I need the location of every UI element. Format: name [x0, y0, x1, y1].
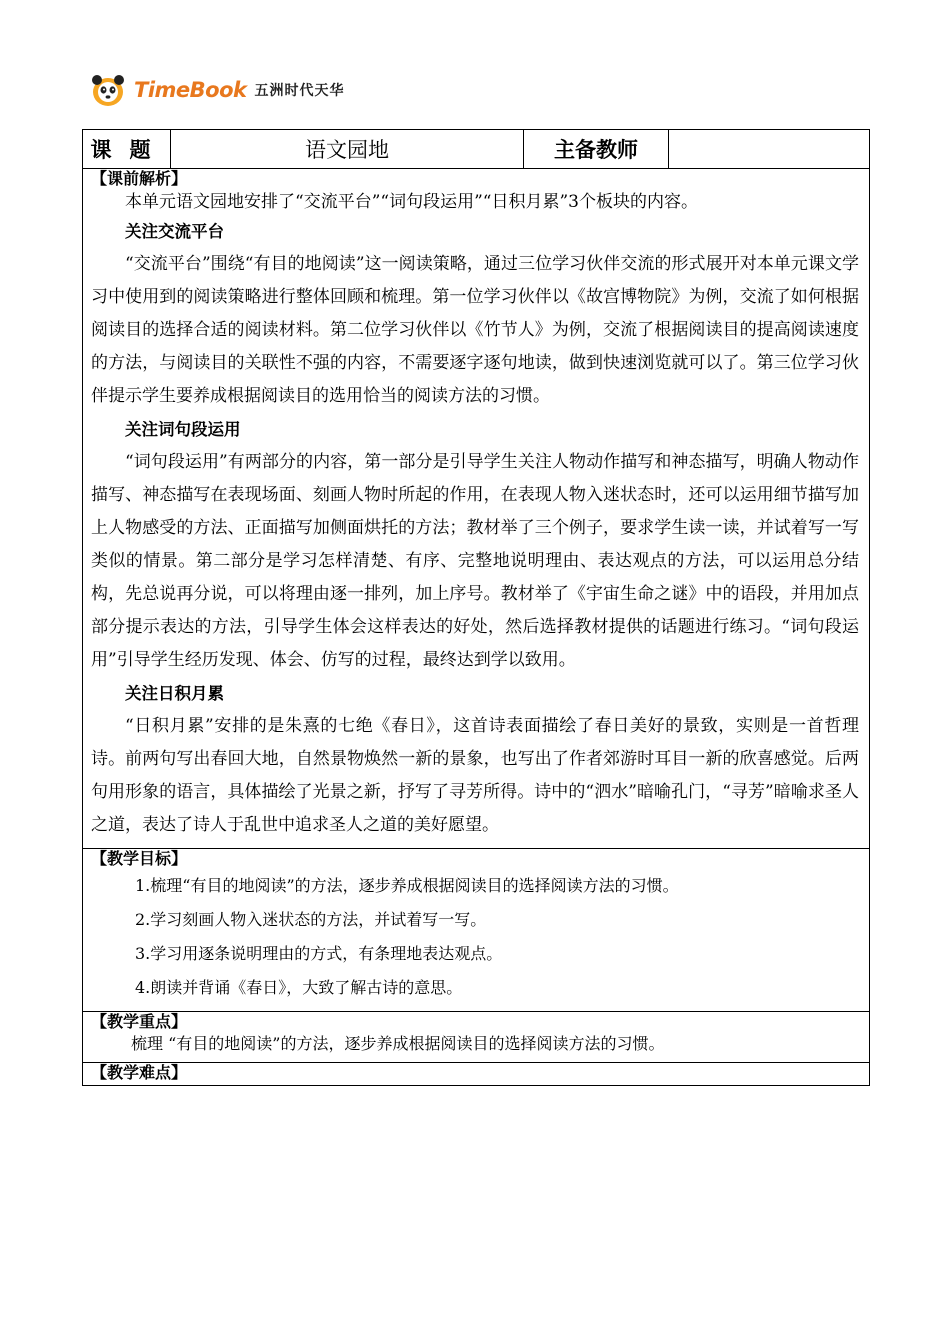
paragraph-exchange-platform: “交流平台”围绕“有目的地阅读”这一阅读策略，通过三位学习伙伴交流的形式展开对本单元课文学习中使用到的阅读策略进行整体回顾和梳理。第一位学习伙伴以《故宫博物院》为例，交流了如何根据阅读目的选择合适的阅读材料。第二位学习伙伴以《竹节人》为例，交流了根据阅读目的提高阅读速度的方法，与阅读目的关联性不强的内容，不需要逐字逐句地读，做到快速浏览就可以了。第三位学习伙伴提示学生要养成根据阅读目的选用恰当的阅读方法的习惯。	[91, 254, 859, 406]
goal-item: 4.朗读并背诵《春日》，大致了解古诗的意思。	[135, 978, 463, 997]
focus-text: 梳理 “有目的地阅读”的方法，逐步养成根据阅读目的选择阅读方法的习惯。	[131, 1034, 665, 1053]
difficulty-title: 【教学难点】	[91, 1063, 188, 1082]
focus-title: 【教学重点】	[91, 1012, 188, 1031]
analysis-intro: 本单元语文园地安排了“交流平台”“词句段运用”“日积月累”3个板块的内容。	[125, 192, 698, 212]
focus-section	[83, 1012, 869, 1063]
analysis-title: 【课前解析】	[91, 169, 188, 188]
logo-company-name: 五洲时代天华	[254, 83, 345, 99]
lesson-plan-table	[82, 129, 870, 1086]
subheading-daily-accumulation: 关注日积月累	[125, 684, 224, 703]
logo-brand-text: TimeBook	[134, 78, 247, 102]
paragraph-daily-accumulation: “日积月累”安排的是朱熹的七绝《春日》，这首诗表面描绘了春日美好的景致，实则是一首哲理诗。前两句写出春回大地，自然景物焕然一新的景象，也写出了作者郊游时耳目一新的欣喜感觉。后两句用形象的语言，具体描绘了光景之新，抒写了寻芳所得。诗中的“泗水”暗喻孔门，“寻芳”暗喻求圣人之道，表达了诗人于乱世中追求圣人之道的美好愿望。	[91, 716, 859, 835]
goal-item: 2.学习刻画人物入迷状态的方法，并试着写一写。	[135, 910, 487, 929]
header-row	[83, 130, 869, 169]
panda-mascot-icon	[88, 70, 128, 110]
goal-item: 3.学习用逐条说明理由的方式，有条理地表达观点。	[135, 944, 503, 963]
paragraph-word-sentence-use: “词句段运用”有两部分的内容，第一部分是引导学生关注人物动作描写和神态描写，明确人物动作描写、神态描写在表现场面、刻画人物时所起的作用，在表现人物入迷状态时，还可以运用细节描写加上人物感受的方法、正面描写加侧面烘托的方法；教材举了三个例子，要求学生读一读，并试着写一写类似的情景。第二部分是学习怎样清楚、有序、完整地说明理由、表达观点的方法，可以运用总分结构，先总说再分说，可以将理由逐一排列，加上序号。教材举了《宇宙生命之谜》中的语段，并用加点部分提示表达的方法，引导学生体会这样表达的好处，然后选择教材提供的话题进行练习。“词句段运用”引导学生经历发现、体会、仿写的过程，最终达到学以致用。	[91, 452, 859, 670]
teacher-value	[669, 130, 869, 168]
timebook-logo	[88, 70, 344, 110]
goals-section	[83, 849, 869, 1012]
subheading-exchange-platform: 关注交流平台	[125, 222, 224, 241]
topic-label: 课题	[83, 130, 171, 168]
analysis-section	[83, 169, 869, 849]
topic-value: 语文园地	[171, 130, 524, 168]
teacher-label: 主备教师	[524, 130, 669, 168]
subheading-word-sentence-use: 关注词句段运用	[125, 420, 241, 439]
goal-item: 1.梳理“有目的地阅读”的方法，逐步养成根据阅读目的选择阅读方法的习惯。	[135, 876, 679, 895]
difficulty-section	[83, 1063, 869, 1085]
goals-title: 【教学目标】	[91, 849, 188, 868]
